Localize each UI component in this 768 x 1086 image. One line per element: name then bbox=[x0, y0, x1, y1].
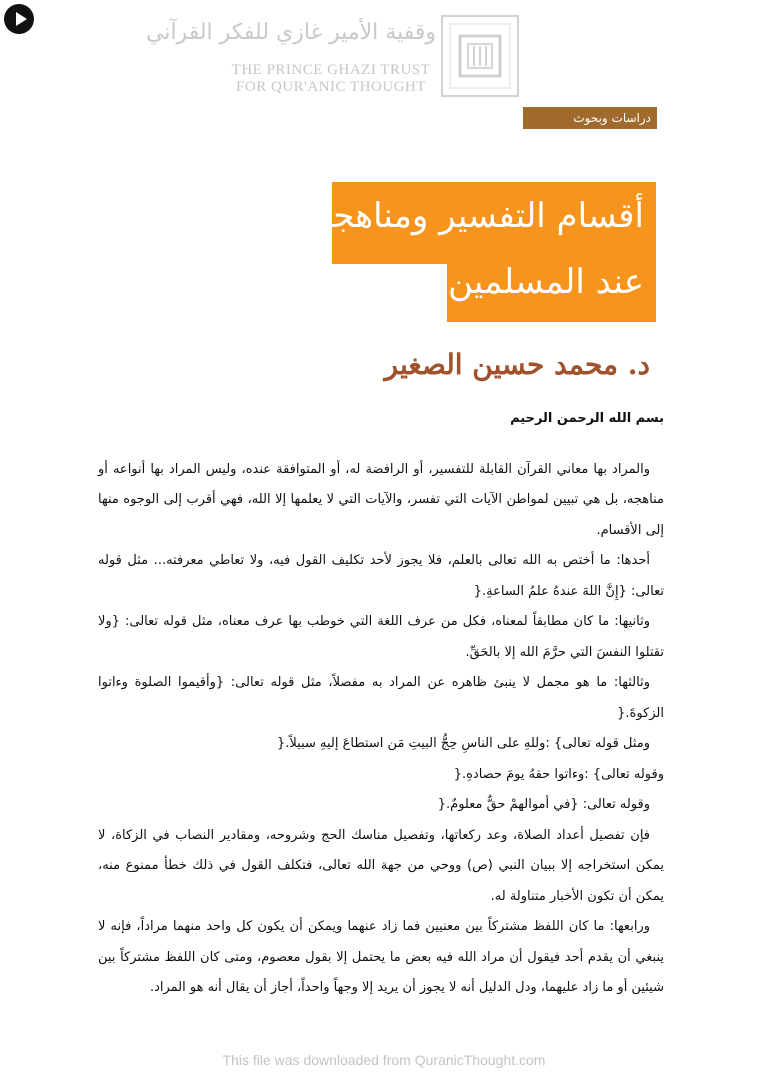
play-icon bbox=[16, 12, 27, 26]
logo-english-line2: FOR QUR'ANIC THOUGHT bbox=[236, 79, 426, 95]
paragraph: ورابعها: ما كان اللفظ مشتركاً بين معنيين فما زاد عنهما ويمكن أن يكون كل واحد منهما مراداً، فإنه لا ينبغي أن يقدم أحد فيقول أن مراد الله فيه بعض ما يحتمل إلا بقول معصوم، ومتى كان اللفظ مشتركاً بين شيئين أو ما زاد عليهما، ودل الدليل أنه لا يجوز أن يريد إلا وجهاً واحداً، أجاز أن يقال أنه هو المراد. bbox=[98, 919, 664, 995]
logo-arabic: وقفية الأمير غازي للفكر القرآني bbox=[145, 20, 436, 45]
trust-emblem-icon bbox=[440, 14, 520, 98]
paragraph: والمراد بها معاني القرآن القابلة للتفسير، أو الرافضة له، أو المتوافقة عنده، وليس المراد بها أنواعه أو مناهجه، بل هي تبيين لمواطن الآيات التي تفسر، والآيات التي لا يعلمها إلا الله، فهي أقرب إلى الوجوه منها إلى الأقسام. bbox=[98, 461, 664, 538]
paragraph: فإن تفصيل أعداد الصلاة، وعد ركعاتها، وتفصيل مناسك الحج وشروحه، ومقادير النصاب في الزكاة، لا يمكن استخراجه إلا ببيان النبي (ص) ووحي من جهة الله تعالى، فتكلف القول في ذلك خطأ ممنوع منه، يمكن أن تكون الأخبار متناولة له. bbox=[98, 827, 664, 904]
paragraph: وثانيها: ما كان مطابقاً لمعناه، فكل من عرف اللغة التي خوطب بها عرف معناه، مثل قوله تعالى: {ولا تقتلوا النفسَ التي حرَّمَ الله إلا بالحَقِّ. bbox=[98, 614, 664, 660]
paragraph: أحدها: ما أختص به الله تعالى بالعلم، فلا يجوز لأحد تكليف القول فيه، ولا تعاطي معرفته... مثل قوله تعالى: {إِنَّ اللهَ عندهُ علمُ الساعةِ.{ bbox=[98, 553, 664, 599]
title-line2: عند المسلمين bbox=[447, 262, 644, 302]
basmala: بسم الله الرحمن الرحيم bbox=[510, 411, 664, 426]
download-footer: This file was downloaded from QuranicThought.com bbox=[222, 1052, 546, 1068]
title-block bbox=[314, 182, 656, 322]
author-name: د. محمد حسين الصغير bbox=[384, 348, 650, 381]
title-line1: أقسام التفسير ومناهجه bbox=[314, 196, 644, 236]
play-button[interactable] bbox=[4, 4, 34, 34]
paragraph: وقوله تعالى: {في أموالهمْ حقٌّ معلومٌ.{ bbox=[437, 797, 650, 812]
paragraph: ومثل قوله تعالى} :وللهِ على الناسِ حِجُّ البيتِ مَن استطاعَ إليهِ سبيلاً.{ bbox=[276, 736, 650, 751]
article-body bbox=[98, 404, 664, 1004]
paragraph: وثالثها: ما هو مجمل لا ينبئ ظاهره عن المراد به مفصلاً، مثل قوله تعالى: {وأقيموا الصلوة وءاتوا الزكوةَ.{ bbox=[98, 675, 664, 721]
section-tag: دراسات وبحوث bbox=[523, 107, 657, 129]
paragraph: وقوله تعالى} :وءاتوا حقهُ يومَ حصادهِ.{ bbox=[453, 766, 664, 782]
logo-english-line1: THE PRINCE GHAZI TRUST bbox=[231, 62, 431, 78]
